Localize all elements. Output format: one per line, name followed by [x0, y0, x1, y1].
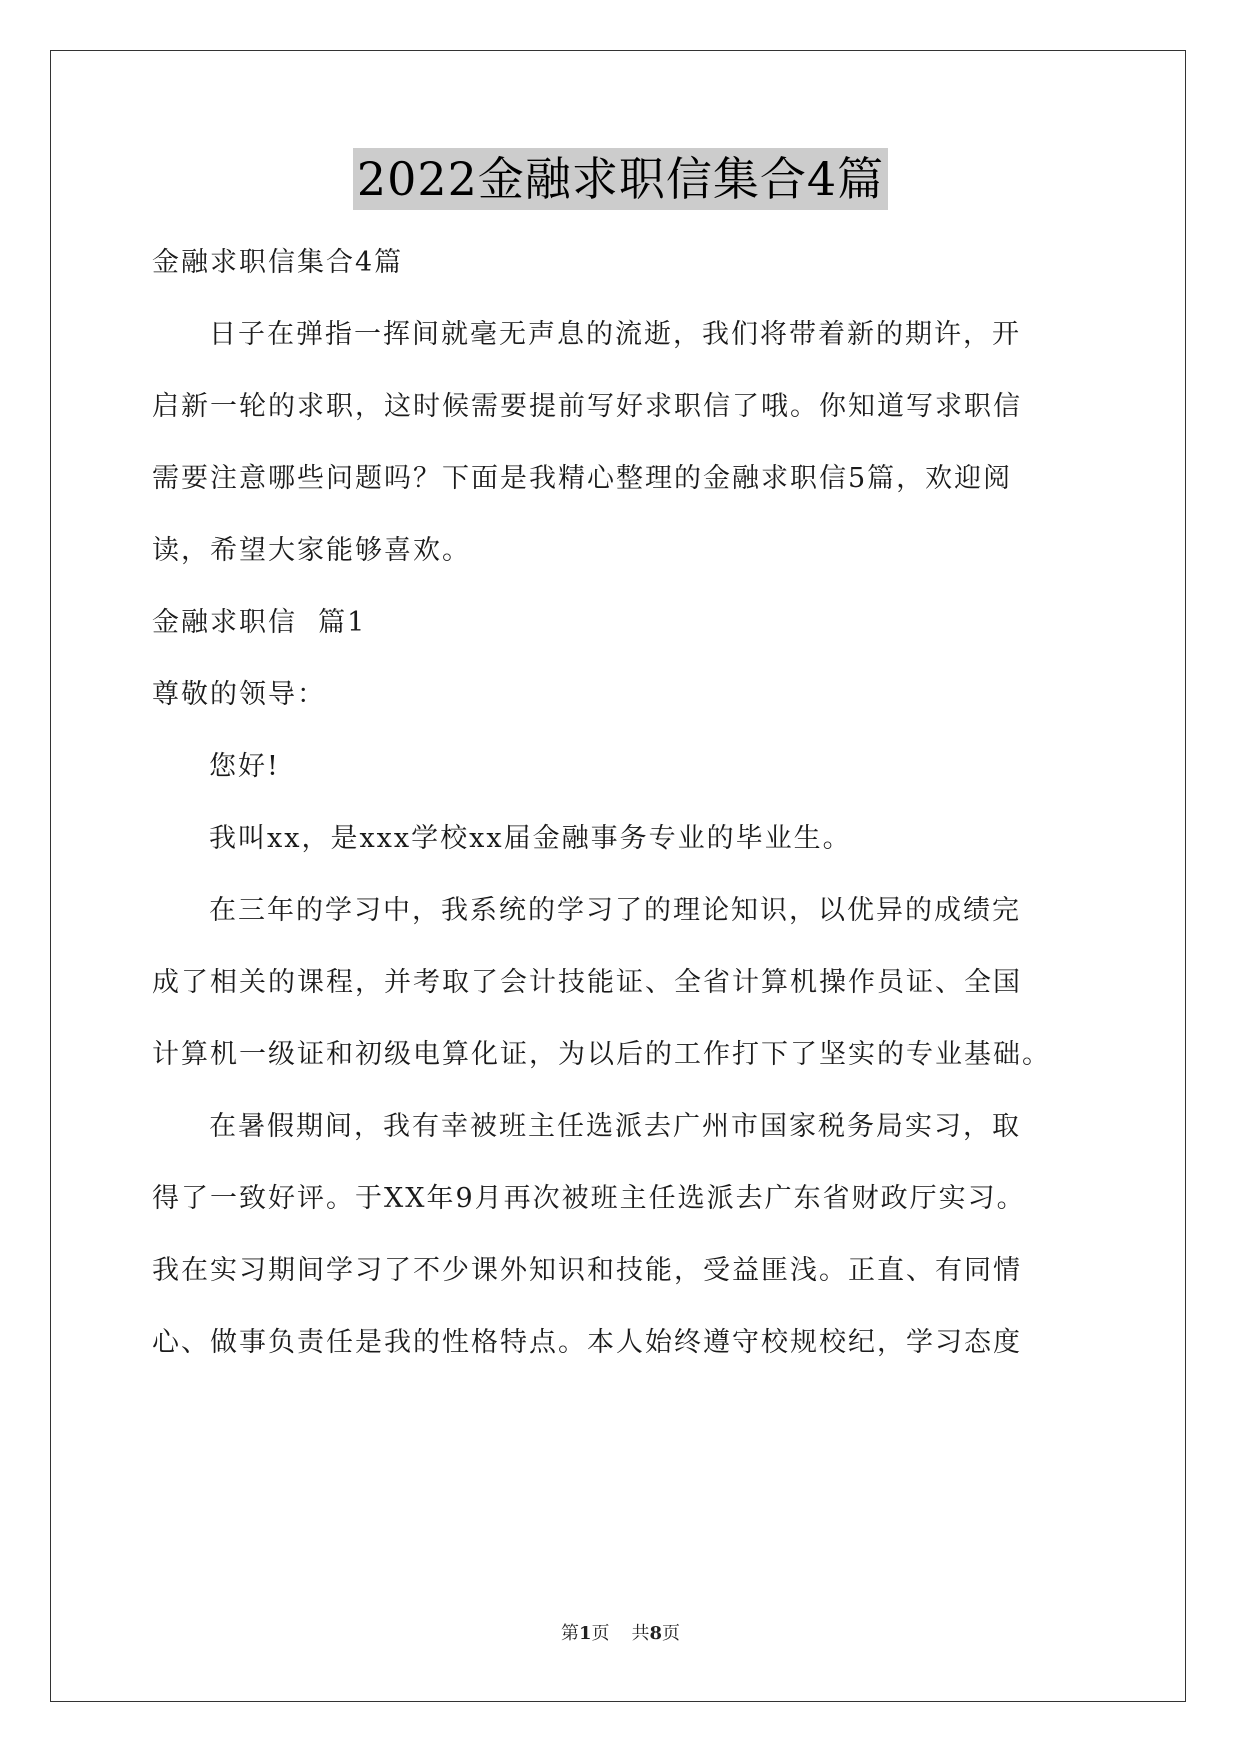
- current-page-number: 1: [578, 1623, 592, 1644]
- paragraph-line: 得了一致好评。于XX年9月再次被班主任选派去广东省财政厅实习。: [152, 1183, 1026, 1214]
- paragraph-line: 在暑假期间，我有幸被班主任选派去广州市国家税务局实习，取: [209, 1111, 1021, 1142]
- section-heading: 金融求职信 篇1: [152, 607, 367, 638]
- paragraph-line: 读，希望大家能够喜欢。: [152, 535, 471, 566]
- subtitle-line: 金融求职信集合4篇: [152, 247, 404, 278]
- total-prefix: 共: [631, 1623, 650, 1644]
- paragraph-line: 我在实习期间学习了不少课外知识和技能，受益匪浅。正直、有同情: [152, 1255, 1022, 1286]
- total-page-count: 8: [649, 1623, 663, 1644]
- page-suffix: 页: [591, 1623, 610, 1644]
- paragraph-line: 心、做事负责任是我的性格特点。本人始终遵守校规校纪，学习态度: [152, 1327, 1022, 1358]
- title-container: [0, 148, 1241, 210]
- paragraph-line: 我叫xx，是xxx学校xx届金融事务专业的毕业生。: [209, 823, 852, 854]
- salutation: 尊敬的领导：: [152, 679, 326, 710]
- document-title: 2022金融求职信集合4篇: [353, 148, 888, 210]
- total-suffix: 页: [662, 1623, 681, 1644]
- paragraph-line: 计算机一级证和初级电算化证，为以后的工作打下了坚实的专业基础。: [152, 1039, 1051, 1070]
- page-prefix: 第: [560, 1623, 579, 1644]
- paragraph-line: 日子在弹指一挥间就毫无声息的流逝，我们将带着新的期许，开: [209, 319, 1021, 350]
- paragraph-line: 启新一轮的求职，这时候需要提前写好求职信了哦。你知道写求职信: [152, 391, 1022, 422]
- greeting: 您好!: [209, 751, 280, 782]
- paragraph-line: 成了相关的课程，并考取了会计技能证、全省计算机操作员证、全国: [152, 967, 1022, 998]
- page-footer: [0, 1622, 1241, 1646]
- paragraph-line: 在三年的学习中，我系统的学习了的理论知识，以优异的成绩完: [209, 895, 1021, 926]
- page-border: [50, 50, 1186, 1702]
- paragraph-line: 需要注意哪些问题吗？下面是我精心整理的金融求职信5篇，欢迎阅: [152, 463, 1013, 494]
